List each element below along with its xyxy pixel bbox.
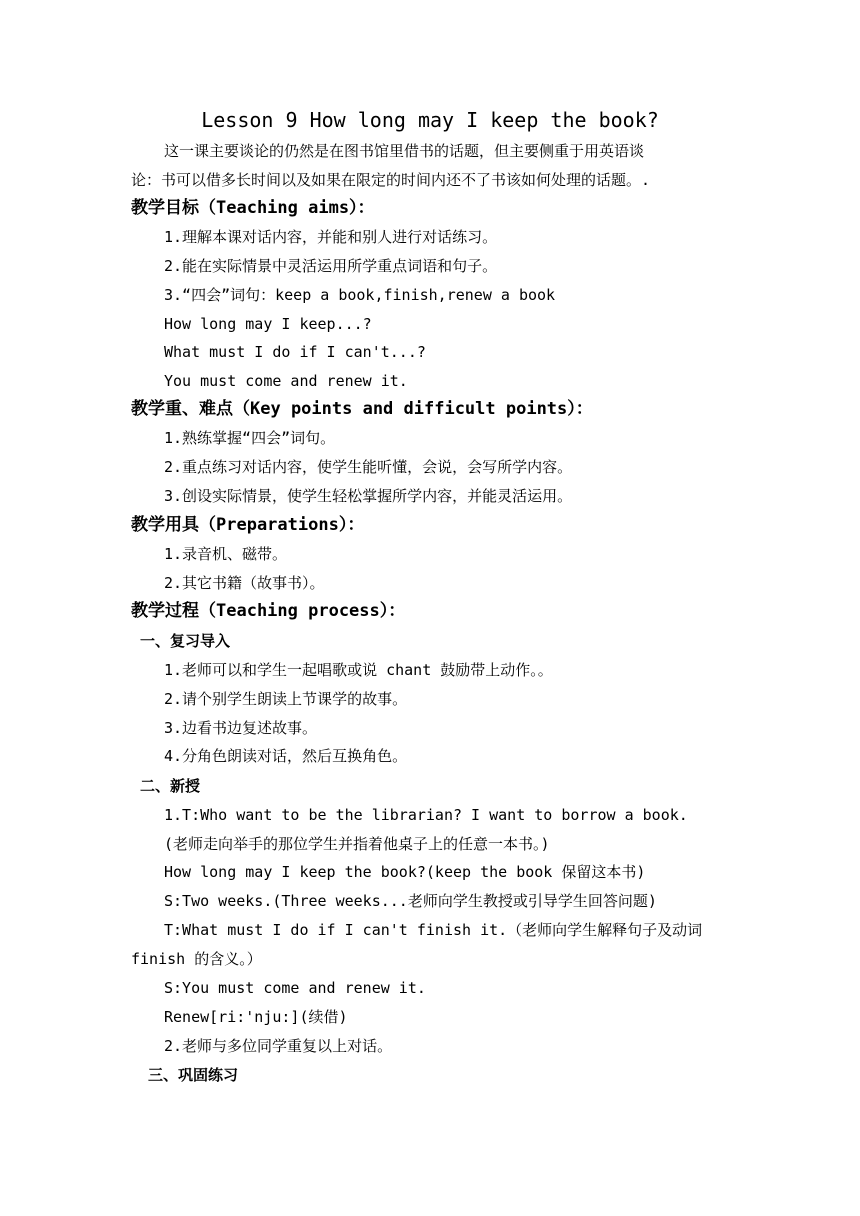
step2-item: 1.T:Who want to be the librarian? I want to borrow a book. [164, 806, 688, 824]
step1-item: 2.请个别学生朗读上节课学的故事。 [164, 690, 408, 708]
process-heading: 教学过程（Teaching process）： [131, 601, 406, 621]
step1-item: 3.边看书边复述故事。 [164, 719, 318, 737]
step2-item: Renew[ri:'nju:](续借) [164, 1008, 348, 1026]
preparations-item: 1.录音机、磁带。 [164, 545, 288, 563]
keypoints-item: 2.重点练习对话内容，使学生能听懂，会说，会写所学内容。 [164, 458, 573, 476]
preparations-item: 2.其它书籍（故事书）。 [164, 574, 325, 592]
step2-item: S:Two weeks.(Three weeks...老师向学生教授或引导学生回答问题) [164, 892, 657, 910]
aims-item: What must I do if I can't...? [164, 343, 426, 361]
intro-line-1: 这一课主要谈论的仍然是在图书馆里借书的话题，但主要侧重于用英语谈 [164, 142, 645, 160]
aims-item: 1.理解本课对话内容，并能和别人进行对话练习。 [164, 228, 498, 246]
step3-heading: 三、巩固练习 [148, 1066, 239, 1084]
aims-item: You must come and renew it. [164, 372, 408, 390]
step2-item: T:What must I do if I can't finish it.（老师向学生解释句子及动词 [164, 921, 703, 939]
step2-item: (老师走向举手的那位学生并指着他桌子上的任意一本书。) [164, 835, 550, 853]
step1-item: 4.分角色朗读对话，然后互换角色。 [164, 747, 408, 765]
step2-item: S:You must come and renew it. [164, 979, 426, 997]
step2-item: How long may I keep the book?(keep the book 保留这本书) [164, 863, 646, 881]
keypoints-heading: 教学重、难点（Key points and difficult points）： [131, 399, 593, 419]
keypoints-item: 3.创设实际情景，使学生轻松掌握所学内容，并能灵活运用。 [164, 487, 573, 505]
step2-item: finish 的含义。） [131, 950, 262, 968]
aims-item: How long may I keep...? [164, 315, 372, 333]
aims-item: 2.能在实际情景中灵活运用所学重点词语和句子。 [164, 257, 498, 275]
intro-line-2: 论：书可以借多长时间以及如果在限定的时间内还不了书该如何处理的话题。. [131, 171, 651, 189]
step2-item: 2.老师与多位同学重复以上对话。 [164, 1037, 393, 1055]
aims-item: 3.“四会”词句：keep a book,finish,renew a book [164, 286, 556, 304]
preparations-heading: 教学用具（Preparations）： [131, 515, 365, 535]
aims-heading: 教学目标（Teaching aims）： [131, 198, 375, 218]
lesson-title: Lesson 9 How long may I keep the book? [201, 108, 659, 132]
step2-heading: 二、新授 [140, 777, 201, 795]
step1-heading: 一、复习导入 [140, 632, 231, 650]
keypoints-item: 1.熟练掌握“四会”词句。 [164, 429, 336, 447]
step1-item: 1.老师可以和学生一起唱歌或说 chant 鼓励带上动作。。 [164, 661, 553, 679]
